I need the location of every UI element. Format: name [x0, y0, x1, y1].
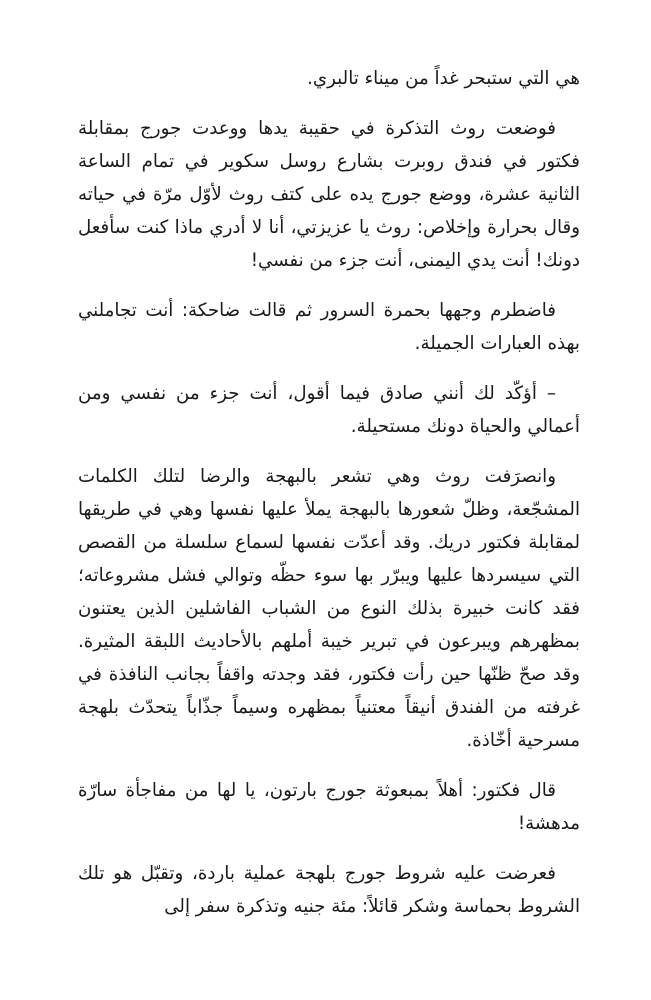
page-body	[78, 62, 580, 940]
paragraph-5: وانصرَفت روث وهي تشعر بالبهجة والرضا لتلك الكلمات المشجّعة، وظلّ شعورها بالبهجة يملأ عليها نفسها وهي في طريقها لمقابلة فكتور دريك. وقد أعدّت نفسها لسماع سلسلة من القصص التي سيسردها عليها ويبرّر بها سوء حظّه وتوالي فشل مشروعاته؛ فقد كانت خبيرة بذلك النوع من الشباب الفاشلين الذين يعتنون بمظهرهم ويبرعون في تبرير خيبة أملهم بالأحاديث اللبقة المثيرة. وقد صحّ ظنّها حين رأت فكتور، فقد وجدته واقفاً بجانب النافذة في غرفته من الفندق أنيقاً معتنياً بمظهره وسيماً جذّاباً يتحدّث بلهجة مسرحية أخّاذة.	[78, 466, 580, 751]
paragraph-4: – أؤكّد لك أنني صادق فيما أقول، أنت جزء من نفسي ومن أعمالي والحياة دونك مستحيلة.	[78, 383, 580, 437]
paragraph-1: هي التي ستبحر غداً من ميناء تالبري.	[307, 68, 580, 89]
paragraph-3: فاضطرم وجهها بحمرة السرور ثم قالت ضاحكة: أنت تجاملني بهذه العبارات الجميلة.	[78, 300, 580, 354]
paragraph-6: قال فكتور: أهلاً بمبعوثة جورج بارتون، يا لها من مفاجأة سارّة مدهشة!	[78, 780, 580, 834]
paragraph-7: فعرضت عليه شروط جورج بلهجة عملية باردة، وتقبّل هو تلك الشروط بحماسة وشكر قائلاً: مئة جنيه وتذكرة سفر إلى	[78, 863, 580, 917]
paragraph-2: فوضعت روث التذكرة في حقيبة يدها ووعدت جورج بمقابلة فكتور في فندق روبرت بشارع روسل سكوير في تمام الساعة الثانية عشرة، ووضع جورج يده على كتف روث لأوّل مرّة في حياته وقال بحرارة وإخلاص: روث يا عزيزتي، أنا لا أدري ماذا كنت سأفعل دونك! أنت يدي اليمنى، أنت جزء من نفسي!	[78, 118, 580, 271]
